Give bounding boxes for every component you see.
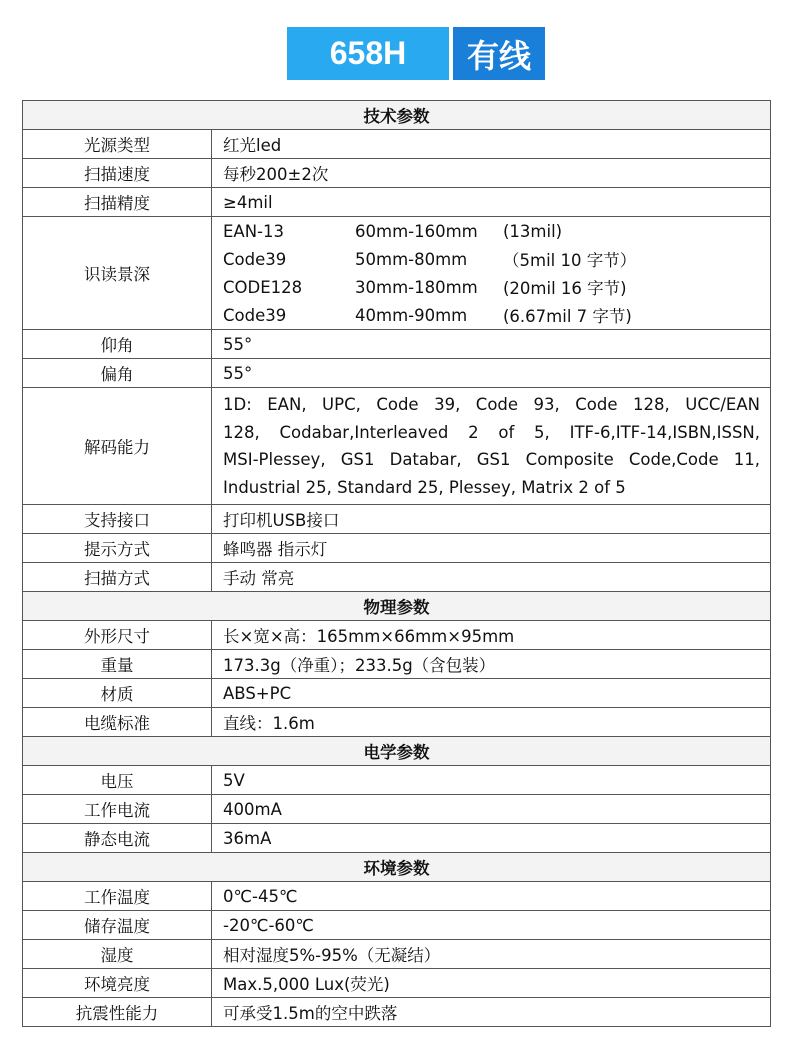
spec-value: 5V xyxy=(212,766,771,795)
section-title: 电学参数 xyxy=(23,737,771,766)
spec-label: 材质 xyxy=(23,679,212,708)
spec-row-scan-speed xyxy=(23,159,771,188)
model-name: 658H xyxy=(287,27,449,80)
spec-value: 长×宽×高：165mm×66mm×95mm xyxy=(212,621,771,650)
spec-label: 储存温度 xyxy=(23,911,212,940)
spec-row-interface xyxy=(23,505,771,534)
spec-row-humidity xyxy=(23,940,771,969)
spec-row-material xyxy=(23,679,771,708)
spec-label: 扫描速度 xyxy=(23,159,212,188)
spec-row-work-current xyxy=(23,795,771,824)
spec-label: 环境亮度 xyxy=(23,969,212,998)
spec-label: 电缆标准 xyxy=(23,708,212,737)
spec-label: 重量 xyxy=(23,650,212,679)
connection-type: 有线 xyxy=(453,27,545,80)
section-title: 物理参数 xyxy=(23,592,771,621)
spec-value: ABS+PC xyxy=(212,679,771,708)
spec-label: 偏角 xyxy=(23,359,212,388)
spec-value: 手动 常亮 xyxy=(212,563,771,592)
spec-label: 外形尺寸 xyxy=(23,621,212,650)
spec-row-scan-mode xyxy=(23,563,771,592)
spec-value: -20℃-60℃ xyxy=(212,911,771,940)
spec-value: 173.3g（净重）；233.5g（含包装） xyxy=(212,650,771,679)
spec-row-dimensions xyxy=(23,621,771,650)
spec-value: 55° xyxy=(212,330,771,359)
spec-row-skew xyxy=(23,359,771,388)
spec-value: Max.5,000 Lux(荧光) xyxy=(212,969,771,998)
spec-value: 每秒200±2次 xyxy=(212,159,771,188)
spec-row-depth-of-field xyxy=(23,217,771,330)
spec-label: 工作温度 xyxy=(23,882,212,911)
spec-value: 直线：1.6m xyxy=(212,708,771,737)
spec-row-storage-temperature xyxy=(23,911,771,940)
spec-value xyxy=(212,388,771,505)
spec-label: 支持接口 xyxy=(23,505,212,534)
spec-row-weight xyxy=(23,650,771,679)
section-title: 环境参数 xyxy=(23,853,771,882)
section-header-electrical xyxy=(23,737,771,766)
spec-row-light-source xyxy=(23,130,771,159)
title-banner xyxy=(287,27,545,80)
spec-row-shock-resistance xyxy=(23,998,771,1027)
decode-line: MSI-Plessey, GS1 Databar, GS1 Composite Code,Code 11, xyxy=(223,450,760,469)
spec-row-ambient-light xyxy=(23,969,771,998)
spec-value xyxy=(212,217,771,330)
spec-label: 提示方式 xyxy=(23,534,212,563)
spec-row-decode-capability xyxy=(23,388,771,505)
section-header-tech xyxy=(23,101,771,130)
spec-label: 静态电流 xyxy=(23,824,212,853)
spec-label: 抗震性能力 xyxy=(23,998,212,1027)
spec-row-prompt xyxy=(23,534,771,563)
spec-row-static-current xyxy=(23,824,771,853)
spec-label: 识读景深 xyxy=(23,217,212,330)
depth-line: CODE128 30mm-180mm (20mil 16 字节) xyxy=(223,277,627,298)
spec-value: 红光led xyxy=(212,130,771,159)
decode-line: 1D: EAN, UPC, Code 39, Code 93, Code 128, UCC/EAN xyxy=(223,395,760,414)
section-header-environment xyxy=(23,853,771,882)
spec-table xyxy=(22,100,771,1027)
section-title: 技术参数 xyxy=(23,101,771,130)
spec-label: 扫描精度 xyxy=(23,188,212,217)
spec-row-scan-precision xyxy=(23,188,771,217)
spec-label: 解码能力 xyxy=(23,388,212,505)
depth-line: EAN-13 60mm-160mm (13mil) xyxy=(223,221,563,241)
spec-row-work-temperature xyxy=(23,882,771,911)
spec-row-voltage xyxy=(23,766,771,795)
spec-value: 400mA xyxy=(212,795,771,824)
spec-label: 仰角 xyxy=(23,330,212,359)
spec-label: 光源类型 xyxy=(23,130,212,159)
spec-value: 蜂鸣器 指示灯 xyxy=(212,534,771,563)
spec-value: 55° xyxy=(212,359,771,388)
depth-line: Code39 50mm-80mm （5mil 10 字节） xyxy=(223,249,637,270)
decode-line: Industrial 25, Standard 25, Plessey, Matrix 2 of 5 xyxy=(223,477,626,497)
spec-label: 扫描方式 xyxy=(23,563,212,592)
spec-row-cable xyxy=(23,708,771,737)
decode-line: 128, Codabar,Interleaved 2 of 5, ITF-6,ITF-14,ISBN,ISSN, xyxy=(223,422,760,442)
spec-value: 0℃-45℃ xyxy=(212,882,771,911)
depth-line: Code39 40mm-90mm (6.67mil 7 字节) xyxy=(223,305,632,326)
spec-value: 36mA xyxy=(212,824,771,853)
spec-label: 湿度 xyxy=(23,940,212,969)
spec-row-pitch xyxy=(23,330,771,359)
spec-label: 工作电流 xyxy=(23,795,212,824)
spec-value: 可承受1.5m的空中跌落 xyxy=(212,998,771,1027)
spec-value: 相对湿度5%-95%（无凝结） xyxy=(212,940,771,969)
spec-label: 电压 xyxy=(23,766,212,795)
section-header-physical xyxy=(23,592,771,621)
spec-value: ≥4mil xyxy=(212,188,771,217)
spec-value: 打印机USB接口 xyxy=(212,505,771,534)
